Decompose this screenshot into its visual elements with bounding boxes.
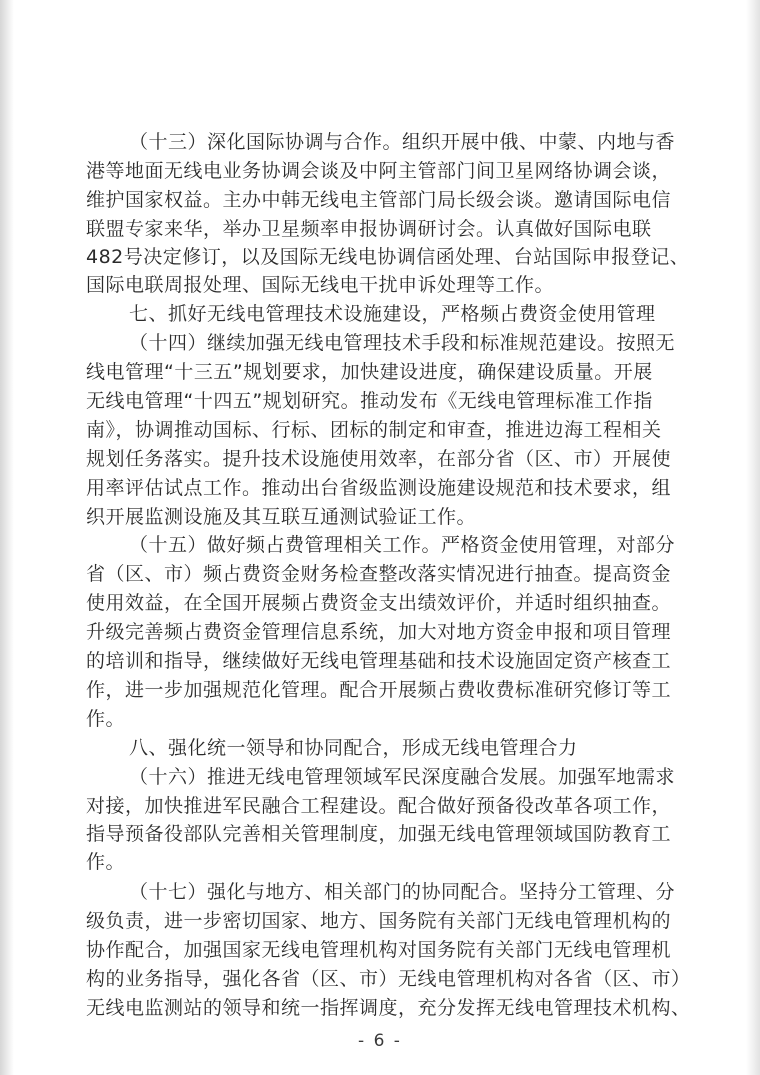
text-line: 作。 (86, 708, 126, 730)
text-line: 作。 (86, 851, 126, 873)
text-line: 的培训和指导，继续做好无线电管理基础和技术设施固定资产核查工 (86, 650, 672, 672)
text-line: 构的业务指导，强化各省（区、市）无线电管理机构对各省（区、市） (86, 968, 691, 990)
text-line: 织开展监测设施及其互联互通测试验证工作。 (86, 506, 477, 528)
text-line: （十四）继续加强无线电管理技术手段和标准规范建设。按照无 (129, 332, 676, 354)
section-heading: 七、抓好无线电管理技术设施建设，严格频占费资金使用管理 (129, 303, 656, 325)
text-line: 级负责，进一步密切国家、地方、国务院有关部门无线电管理机构的 (86, 910, 672, 932)
text-line: 维护国家权益。主办中韩无线电主管部门局长级会谈。邀请国际电信 (86, 189, 672, 211)
text-line: 无线电管理“十四五”规划研究。推动发布《无线电管理标准工作指 (86, 390, 653, 412)
text-line: 指导预备役部队完善相关管理制度，加强无线电管理领域国防教育工 (86, 823, 672, 845)
text-line: 对接，加快推进军民融合工程建设。配合做好预备役改革各项工作， (86, 795, 672, 817)
text-line: 协作配合，加强国家无线电管理机构对国务院有关部门无线电管理机 (86, 939, 672, 961)
text-line: （十六）推进无线电管理领域军民深度融合发展。加强军地需求 (129, 766, 676, 788)
scan-edge-left (0, 0, 14, 1075)
text-line: 用率评估试点工作。推动出台省级监测设施建设规范和技术要求，组 (86, 477, 672, 499)
text-line: 使用效益，在全国开展频占费资金支出绩效评价，并适时组织抽查。 (86, 592, 672, 614)
text-line: 港等地面无线电业务协调会谈及中阿主管部门间卫星网络协调会谈， (86, 160, 672, 182)
text-line: 无线电监测站的领导和统一指挥调度，充分发挥无线电管理技术机构、 (86, 997, 691, 1019)
text-line: （十七）强化与地方、相关部门的协同配合。坚持分工管理、分 (129, 881, 676, 903)
text-line: 482号决定修订，以及国际无线电协调信函处理、台站国际申报登记、 (86, 246, 690, 268)
text-line: 南》，协调推动国标、行标、团标的制定和审查，推进边海工程相关 (86, 419, 662, 441)
text-line: 线电管理“十三五”规划要求，加快建设进度，确保建设质量。开展 (86, 361, 653, 383)
scan-edge-right (746, 0, 760, 1075)
text-line: 作，进一步加强规范化管理。配合开展频占费收费标准研究修订等工 (86, 679, 672, 701)
text-line: （十三）深化国际协调与合作。组织开展中俄、中蒙、内地与香 (129, 131, 676, 153)
section-heading: 八、强化统一领导和协同配合，形成无线电管理合力 (129, 737, 578, 759)
text-line: 省（区、市）频占费资金财务检查整改落实情况进行抽查。提高资金 (86, 563, 672, 585)
text-line: 国际电联周报处理、国际无线电干扰申诉处理等工作。 (86, 274, 555, 296)
text-line: （十五）做好频占费管理相关工作。严格资金使用管理，对部分 (129, 534, 676, 556)
text-line: 升级完善频占费资金管理信息系统，加大对地方资金申报和项目管理 (86, 621, 672, 643)
text-line: 规划任务落实。提升技术设施使用效率，在部分省（区、市）开展使 (86, 448, 672, 470)
text-line: 联盟专家来华，举办卫星频率申报协调研讨会。认真做好国际电联 (86, 218, 652, 240)
page-number: - 6 - (358, 1031, 402, 1051)
